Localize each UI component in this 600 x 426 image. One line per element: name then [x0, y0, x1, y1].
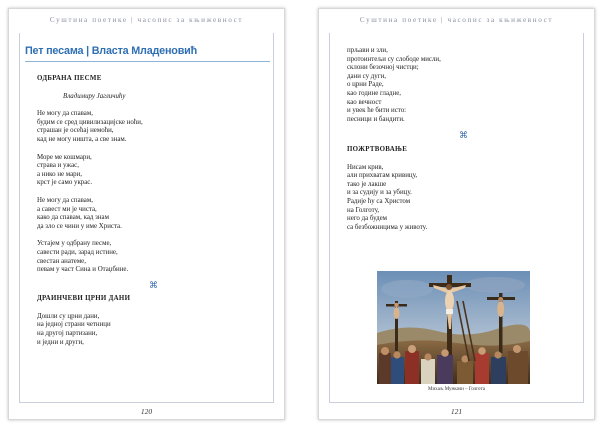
section-separator-icon: ⌘ — [459, 130, 468, 141]
poem-line: али прихватам кривицу, — [347, 172, 418, 180]
running-header: Суштина поетике | часопис за књижевност — [359, 16, 554, 24]
poem-line: Не могу да спавам, — [37, 196, 93, 204]
poem-line: и за судију и за убицу. — [347, 189, 412, 197]
poem-stanza — [37, 154, 270, 188]
poem-stanza — [347, 164, 580, 233]
running-header: Суштина поетике | часопис за књижевност — [49, 16, 244, 24]
poem-line: Устајем у одбрану песме, — [37, 240, 112, 248]
poem-title: ПОЖРТВОВАЊЕ — [347, 145, 408, 153]
image-caption: Михаљ Мункачи – Голгота — [428, 387, 485, 392]
poem-dedication: Владимиру Јагличићу — [63, 92, 126, 100]
page-number: 121 — [450, 407, 463, 416]
poem-line: крст је само украс. — [37, 179, 93, 187]
poem-line: тако је лакше — [347, 180, 387, 188]
poem-stanza — [37, 197, 270, 231]
poem-line: дани су дуги, — [347, 72, 386, 80]
section-separator-icon: ⌘ — [149, 279, 158, 290]
poem-line: као године гладне, — [347, 89, 401, 97]
poem-line: као вечност — [347, 98, 382, 106]
poem-line: кад не могу ништа, а све знам. — [37, 135, 127, 143]
page-number: 120 — [140, 407, 153, 416]
poem-line: будим се сред цивилизацијске ноћи, — [37, 118, 143, 126]
poem-line: него да будем — [347, 215, 388, 223]
left-page-content — [37, 75, 270, 347]
poem-line: на једној страни четници — [37, 321, 111, 329]
poem-line: страва и ужас, — [37, 162, 79, 170]
poem-stanza — [347, 47, 580, 124]
poem-line: песници и бандити. — [347, 115, 405, 123]
poem-line: Радије ћу са Христом — [347, 197, 411, 205]
poem-stanza — [37, 313, 270, 347]
poem-line: певам у част Сина и Отаџбине. — [37, 266, 129, 274]
poem-line: и увек ће бити исто: — [347, 107, 407, 115]
left-page — [8, 8, 285, 420]
poem-line: на другој партизани, — [37, 330, 98, 338]
poem-line: Не могу да спавам, — [37, 110, 93, 118]
poem-line: Море ме кошмари, — [37, 153, 92, 161]
poem-stanza — [37, 110, 270, 144]
poem-title: ОДБРАНА ПЕСМЕ — [37, 75, 102, 82]
poem-line: а савест ми је чиста, — [37, 205, 97, 213]
poem-line: Нисам крив, — [347, 163, 384, 171]
poem-line: савести ради, зарад истине, — [37, 248, 118, 256]
poem-line: како да спавам, кад знам — [37, 214, 109, 222]
right-page — [318, 8, 595, 420]
section-title: Пет песама | Власта Младеновић — [25, 45, 197, 57]
golgotha-painting-image — [377, 271, 530, 384]
poem-line: страшан је осећај немоћи, — [37, 127, 114, 135]
title-divider — [25, 61, 270, 62]
poem-line: и једни и други, — [37, 338, 84, 346]
poem-line: да зло се чини у име Христа. — [37, 222, 122, 230]
poem-line: са безбожницима у животу. — [347, 223, 428, 231]
poem-line: а нико не мари, — [37, 170, 83, 178]
poem-line: склони безочној чистци; — [347, 64, 419, 72]
right-page-content — [347, 47, 580, 232]
poem-stanza — [37, 240, 270, 274]
poem-line: о црни Раде, — [347, 81, 384, 89]
poem-title: ДРАИНЧЕВИ ЦРНИ ДАНИ — [37, 295, 131, 303]
crucifixion-scene-icon — [377, 271, 530, 384]
poem-line: Дошли су црни дани, — [37, 312, 100, 320]
poem-line: прљави и зли, — [347, 47, 388, 54]
poem-line: свестан анатеме, — [37, 257, 86, 265]
poem-line: на Голготу, — [347, 206, 380, 214]
poem-line: протоинтељи су слободе мисли, — [347, 55, 441, 63]
